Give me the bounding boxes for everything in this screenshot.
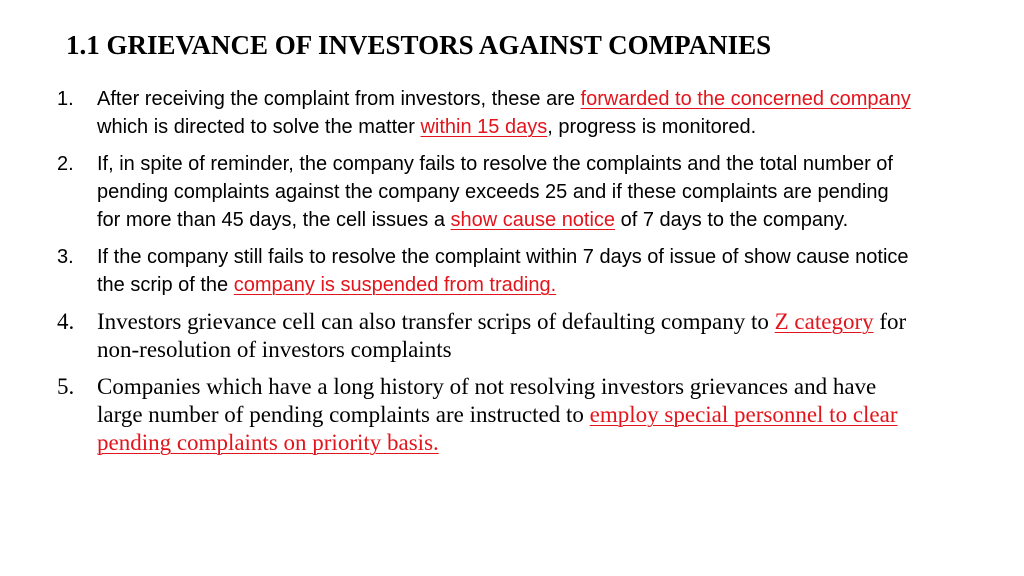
list-item-4	[57, 308, 917, 364]
highlight-15-days: within 15 days	[420, 116, 548, 138]
slide-title: 1.1 GRIEVANCE OF INVESTORS AGAINST COMPANIES	[66, 30, 772, 60]
grievance-list	[0, 85, 1024, 466]
list-item-3	[57, 243, 917, 299]
highlight-show-cause: show cause notice	[450, 209, 616, 231]
item-number: 4.	[57, 309, 75, 334]
item-number: 5.	[57, 374, 75, 399]
list-item-2	[57, 150, 917, 234]
highlight-forwarded: forwarded to the concerned company	[580, 88, 911, 110]
item-text: After receiving the complaint from investors, these are	[97, 88, 581, 110]
item-text: Investors grievance cell can also transfer scrips of defaulting company to	[97, 309, 775, 334]
item-number: 2.	[57, 153, 74, 175]
list-item-1	[57, 85, 917, 141]
highlight-z-category: Z category	[774, 309, 874, 334]
highlight-suspended: company is suspended from trading.	[233, 274, 557, 296]
item-text: If the company still fails to resolve the complaint within 7 days of issue of show cause notice the scrip of the	[97, 246, 909, 296]
highlight-special-personnel: employ special personnel to clear pending complaints on priority basis.	[97, 402, 898, 455]
item-number: 1.	[57, 88, 74, 110]
item-text: If, in spite of reminder, the company fails to resolve the complaints and the total number of pending complaints against the company exceeds 25 and if these complaints are pending for more than 45 days, the cell issues a	[97, 153, 893, 231]
item-text: Companies which have a long history of not resolving investors grievances and have large number of pending complaints are instructed to	[97, 374, 877, 427]
item-number: 3.	[57, 246, 74, 268]
item-text: , progress is monitored.	[547, 116, 757, 138]
item-text: which is directed to solve the matter	[97, 116, 421, 138]
list-item-5	[57, 373, 917, 457]
item-text: for non-resolution of investors complaints	[97, 309, 907, 362]
item-text: of 7 days to the company.	[615, 209, 849, 231]
